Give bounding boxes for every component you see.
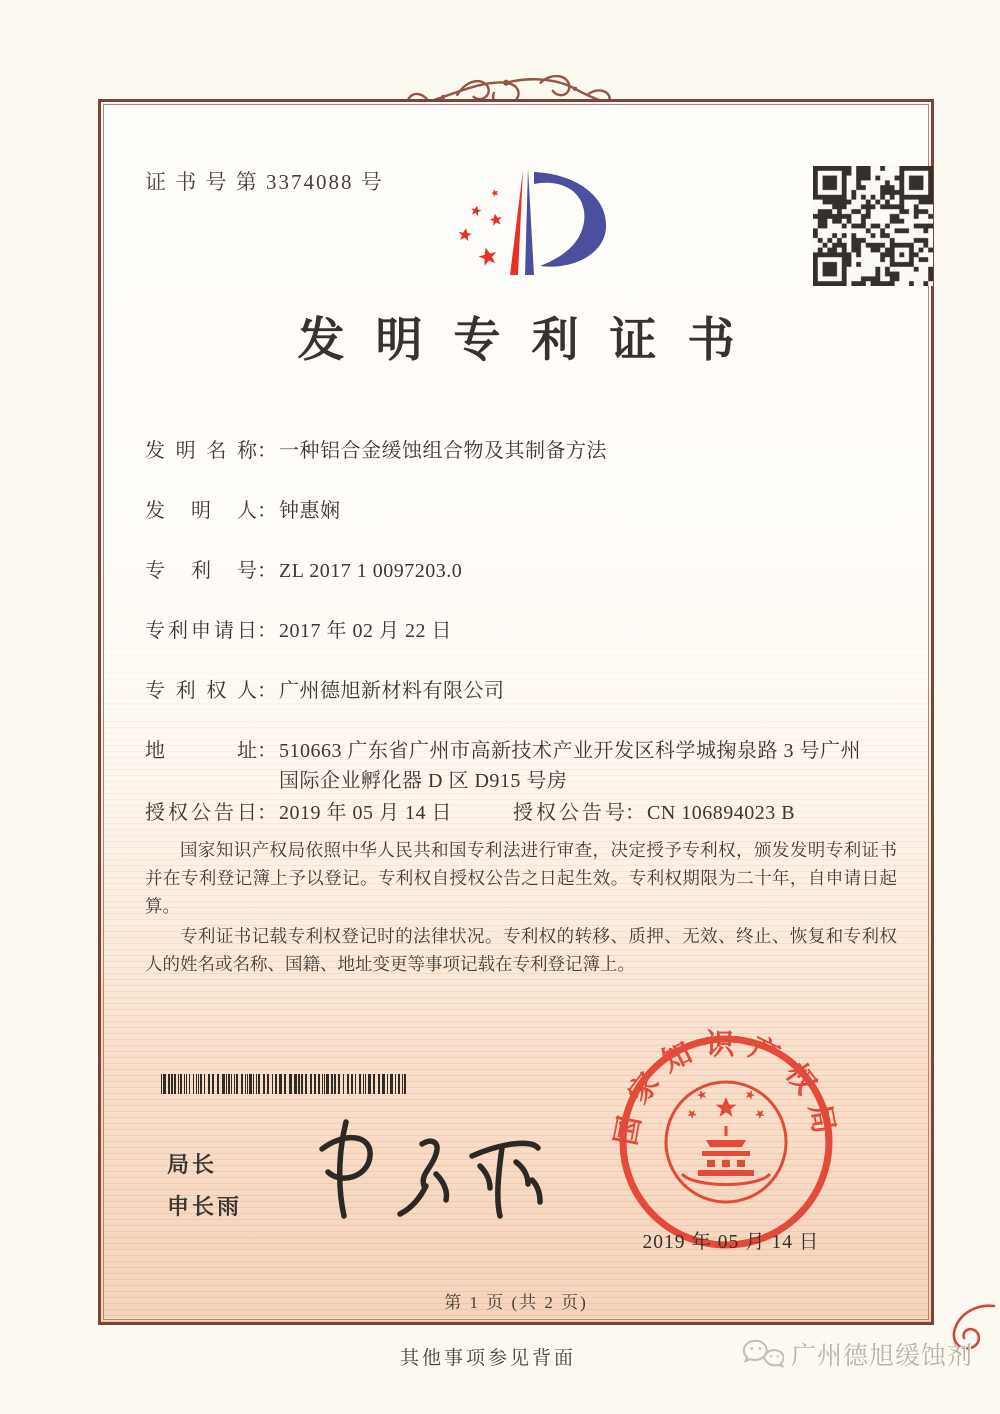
grant-number-value: CN 106894023 B <box>647 802 796 824</box>
national-emblem-icon <box>666 1082 786 1202</box>
commissioner-title: 局长 <box>167 1152 218 1177</box>
legal-text <box>145 836 897 980</box>
body-paragraph: 国家知识产权局依照中华人民共和国专利法进行审查，决定授予专利权，颁发发明专利证书并在专利登记簿上予以登记。专利权自授权公告之日起生效。专利权期限为二十年，自申请日起算。 <box>145 840 897 916</box>
field-value: ZL 2017 1 0097203.0 <box>279 560 463 582</box>
field-label: 发明人 <box>145 500 257 522</box>
grant-number-label: 授权公告号 <box>513 802 625 824</box>
field-row-address: 地址： 510663 广东省广州市高新技术产业开发区科学城掬泉路 3 号广州国际企业孵化器 D 区 D915 号房 <box>145 736 909 796</box>
field-value: 广州德旭新材料有限公司 <box>279 680 505 702</box>
page-number: 第 1 页 (共 2 页) <box>444 1293 588 1312</box>
seal-agency-text: 国家知识产权局 <box>610 1029 842 1148</box>
field-row-patent-number: 专利号： ZL 2017 1 0097203.0 <box>145 556 909 586</box>
signature-handwriting-icon <box>294 1104 544 1219</box>
seal-date: 2019 年 05 月 14 日 <box>642 1232 820 1253</box>
qr-code <box>813 166 933 286</box>
field-label: 发明名称 <box>145 440 257 462</box>
field-value: 2017 年 02 月 22 日 <box>279 620 452 642</box>
field-label: 专利申请日 <box>145 620 257 642</box>
field-label: 专利号 <box>145 560 257 582</box>
watermark-text: 广州德旭缓蚀剂 <box>791 1342 974 1370</box>
field-value: 钟惠娴 <box>279 500 341 522</box>
field-label: 地址 <box>145 740 257 762</box>
body-paragraph: 专利证书记载专利权登记时的法律状况。专利权的转移、质押、无效、终止、恢复和专利权人的姓名或名称、国籍、地址变更等事项记载在专利登记簿上。 <box>145 926 897 974</box>
field-row-filing-date: 专利申请日： 2017 年 02 月 22 日 <box>145 616 909 646</box>
commissioner-name: 申长雨 <box>167 1194 243 1219</box>
field-row-patentee: 专利权人： 广州德旭新材料有限公司 <box>145 676 909 706</box>
field-row-inventor: 发明人： 钟惠娴 <box>145 496 909 526</box>
field-row-invention-name: 发明名称： 一种铝合金缓蚀组合物及其制备方法 <box>145 436 909 466</box>
cnipa-logo-icon <box>448 158 658 293</box>
back-note: 其他事项参见背面 <box>399 1348 576 1369</box>
field-label: 专利权人 <box>145 680 257 702</box>
field-value: 一种铝合金缓蚀组合物及其制备方法 <box>279 440 607 462</box>
watermark <box>742 1336 973 1372</box>
field-row-grant: 授权公告日： 2019 年 05 月 14 日 授权公告号： CN 106894023 B <box>145 798 909 828</box>
barcode <box>161 1074 408 1094</box>
certificate-number: 证 书 号 第 3374088 号 <box>145 170 384 194</box>
certificate-title: 发明专利证书 <box>297 315 766 367</box>
field-value: 510663 广东省广州市高新技术产业开发区科学城掬泉路 3 号广州国际企业孵化器 D 区 D915 号房 <box>279 740 861 792</box>
field-list <box>145 436 909 858</box>
certificate-border <box>98 99 934 1325</box>
grant-date-value: 2019 年 05 月 14 日 <box>279 802 452 824</box>
grant-date-label: 授权公告日 <box>145 802 257 824</box>
wechat-icon <box>742 1337 784 1371</box>
